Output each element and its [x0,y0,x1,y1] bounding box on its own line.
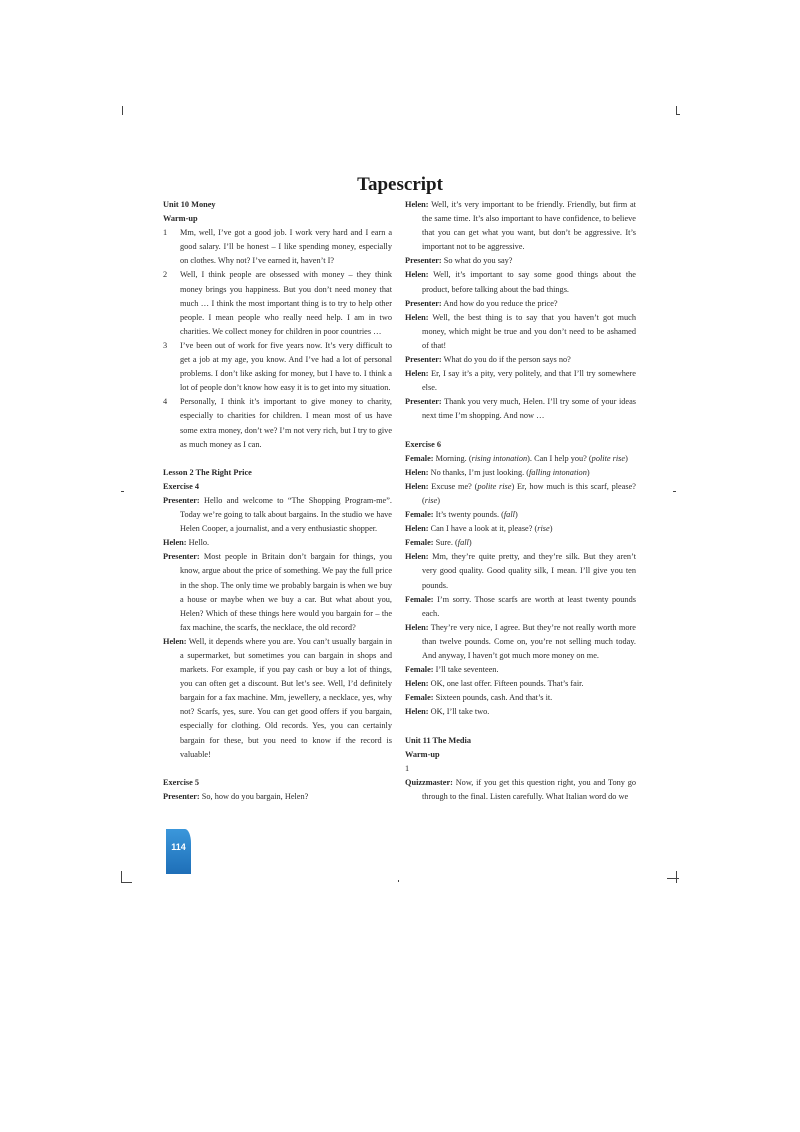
line-text: Well, the best thing is to say that you haven’t got much money, which might be true and you don’t need to be ashamed of that! [422,312,636,350]
line-text: OK, I’ll take two. [430,707,490,717]
dialogue-line [405,776,636,804]
line-text: ) [468,538,472,548]
line-text: What do you do if the person says no? [443,355,571,365]
speaker-label: Helen: [405,622,429,632]
line-text: Hello. [188,538,210,548]
dialogue-line [405,691,636,705]
crop-mark [667,878,679,879]
section-heading: Warm-up [405,749,440,759]
dialogue-line [405,480,636,508]
line-text: Well, it depends where you are. You can’t usually bargain in a supermarket, but sometimes you can bargain in shops and markets. For example, if you pay cash or buy a lot of things, you can often get a discount. But let’s see. Well, I’d definitely bargain for a fax machine. Mm, jewellery, a necklace, yes, why not? Scarfs, yes, sure. You can get good offers if you bargain, especially for clothing. Old records. Yes, you can certainly bargain for these, but you need to know if the record is valuable! [180,636,392,759]
page-number: 114 [171,842,186,852]
speaker-label: Helen: [405,200,429,209]
dialogue-block [405,452,636,720]
speaker-label: Helen: [405,312,429,322]
intonation-note: fall [457,538,469,548]
dialogue-block [163,790,392,804]
line-text: They’re very nice, I agree. But they’re not really worth more than twelve pounds. Come on, you’re not selling much today. And anyway, I haven’t got much more money on me. [422,622,636,660]
line-text: Well, it’s very important to be friendly. Friendly, but firm at the same time. It’s also important to have confidence, to believe that you can get what you want, but don’t be aggressive. It’s important not to be aggressive. [422,200,636,252]
intonation-note: fall [503,510,515,520]
dialogue-line [163,635,392,762]
intonation-note: rise [537,524,550,534]
line-text: ) [437,495,440,505]
line-text: ) [625,453,628,463]
dialogue-block [163,494,392,762]
item-number: 2 [163,270,168,280]
speaker-label: Female: [405,510,434,520]
speaker-label: Presenter: [405,298,442,308]
dialogue-line [163,550,392,635]
intonation-note: polite rise [477,481,512,491]
line-text: Er, I say it’s a pity, very politely, and that I’ll try somewhere else. [422,369,636,393]
dialogue-line [405,663,636,677]
line-text: OK, one last offer. Fifteen pounds. That’s fair. [430,679,584,689]
crop-mark [122,106,123,115]
list-item [163,226,392,268]
list-item [163,268,392,338]
page-title: Tapescript [357,173,443,195]
line-text: I’ll take seventeen. [435,665,499,675]
speaker-label: Quizzmaster: [405,777,453,787]
line-text: Most people in Britain don’t bargain for things, you know, argue about the price of something. We pay the full price in the shop. The only time we probably bargain is when we buy a house or maybe when we buy a car. But what about you, Helen? Which of these things here would you bargain for – the fax machine, the scarfs, the necklace, the old record? [180,552,392,632]
line-text: I’m sorry. Those scarfs are worth at least twenty pounds each. [422,594,636,618]
line-text: ) [549,524,553,534]
speaker-label: Presenter: [405,256,442,266]
line-text: Can I have a look at it, please? ( [430,524,538,534]
dialogue-line [405,452,636,466]
list-item [163,339,392,395]
speaker-label: Female: [405,665,434,675]
dialogue-line [405,268,636,296]
section-heading: Exercise 4 [163,481,200,491]
speaker-label: Helen: [405,707,429,717]
line-text: Sixteen pounds, cash. And that’s it. [435,693,553,703]
line-text: Well, it’s important to say some good things about the product, before talking about the bad things. [422,270,636,294]
item-number: 1 [405,763,410,773]
line-text: Morning. ( [435,453,472,463]
speaker-label: Presenter: [163,552,200,562]
speaker-label: Helen: [405,270,429,280]
dialogue-line [163,790,392,804]
line-text: Sure. ( [435,538,458,548]
dialogue-line [405,395,636,423]
dialogue-line [405,367,636,395]
speaker-label: Female: [405,453,434,463]
section-heading: Unit 10 Money [163,200,216,209]
crop-mark [121,882,132,883]
intonation-note: polite rise [591,453,626,463]
speaker-label: Female: [405,693,434,703]
speaker-label: Helen: [405,369,429,379]
line-text: ) [514,510,518,520]
item-text: Mm, well, I’ve got a good job. I work very hard and I earn a good salary. I’ll be honest – I like spending money, especially on clothes. Why not? I’ve earned it, haven’t I? [180,228,392,266]
warmup-list [163,226,392,452]
crop-mark [676,114,680,115]
dialogue-line [405,705,636,719]
item-text: Personally, I think it’s important to give money to charity, especially to charities for children. I mean most of us have some extra money, don’t we? I’m not very rich, but I try to give as much money as I can. [180,397,392,449]
section-heading: Exercise 5 [163,777,200,787]
list-item [163,395,392,451]
speaker-label: Helen: [163,636,187,646]
left-column [163,198,392,804]
speaker-label: Female: [405,538,434,548]
crop-mark [398,880,399,882]
right-column [405,198,636,804]
speaker-label: Presenter: [405,355,442,365]
line-text: ). Can I help you? ( [527,453,592,463]
line-text: Now, if you get this question right, you and Tony go through to the final. Listen carefully. What Italian word do we [422,777,636,801]
dialogue-line [405,522,636,536]
item-text: I’ve been out of work for five years now. It’s very difficult to get a job at my age, you know. And I’ve had a lot of personal problems. I don’t like asking for money, but I have to. I think a lot of people don’t know how easy it is to get into my situation. [180,340,392,393]
dialogue-line [405,593,636,621]
speaker-label: Female: [405,594,434,604]
dialogue-line [405,297,636,311]
line-text: ) [586,467,590,477]
section-heading: Lesson 2 The Right Price [163,467,252,477]
speaker-label: Helen: [405,467,429,477]
section-heading: Exercise 6 [405,439,442,449]
speaker-label: Helen: [163,538,187,548]
dialogue-line [405,550,636,592]
speaker-label: Helen: [405,481,429,491]
speaker-label: Presenter: [163,791,200,801]
line-text: So, how do you bargain, Helen? [201,791,309,801]
line-text: Thank you very much, Helen. I’ll try some of your ideas next time I’m shopping. And now … [422,397,636,421]
dialogue-block [405,776,636,804]
line-text: Excuse me? ( [431,481,478,491]
dialogue-block [405,198,636,424]
speaker-label: Helen: [405,552,429,562]
speaker-label: Presenter: [163,495,200,505]
item-number: 4 [163,397,168,407]
item-text: Well, I think people are obsessed with money – they think money brings you happiness. But you don’t need money that much … I think the most important thing is to try to help other people. I mean people who really need help. I am in two charities. We collect money for children in poor countries … [180,270,392,336]
intonation-note: falling intonation [529,467,587,477]
dialogue-line [163,536,392,550]
speaker-label: Presenter: [405,397,442,407]
crop-mark [673,491,676,492]
speaker-label: Helen: [405,679,429,689]
intonation-note: rising intonation [471,453,528,463]
intonation-note: rise [424,495,438,505]
dialogue-line [405,311,636,353]
dialogue-line [405,254,636,268]
dialogue-line [405,198,636,254]
line-text: Mm, they’re quite pretty, and they’re silk. But they aren’t very good quality. Good quality silk, I mean. I’ll give you ten pounds. [422,552,636,590]
line-text: ) Er, how much is this scarf, please? ( [422,481,636,505]
line-text: No thanks, I’m just looking. ( [430,467,529,477]
item-number: 3 [163,340,168,350]
dialogue-line [405,677,636,691]
section-heading: Unit 11 The Media [405,735,471,745]
section-heading: Warm-up [163,214,198,224]
dialogue-line [405,621,636,663]
item-number: 1 [163,228,168,238]
dialogue-line [405,353,636,367]
line-text: It’s twenty pounds. ( [435,510,504,520]
dialogue-line [163,494,392,536]
dialogue-line [405,466,636,480]
speaker-label: Helen: [405,524,429,534]
page-number-badge [166,829,191,874]
dialogue-line [405,508,636,522]
line-text: Hello and welcome to “The Shopping Program-me”. Today we’re going to talk about bargains. In the studio we have Helen Cooper, a journalist, and a very enthusiastic shopper. [180,495,392,534]
line-text: So what do you say? [443,256,513,266]
crop-mark [121,491,124,492]
crop-mark [676,871,677,883]
line-text: And how do you reduce the price? [443,298,558,308]
dialogue-line [405,536,636,550]
